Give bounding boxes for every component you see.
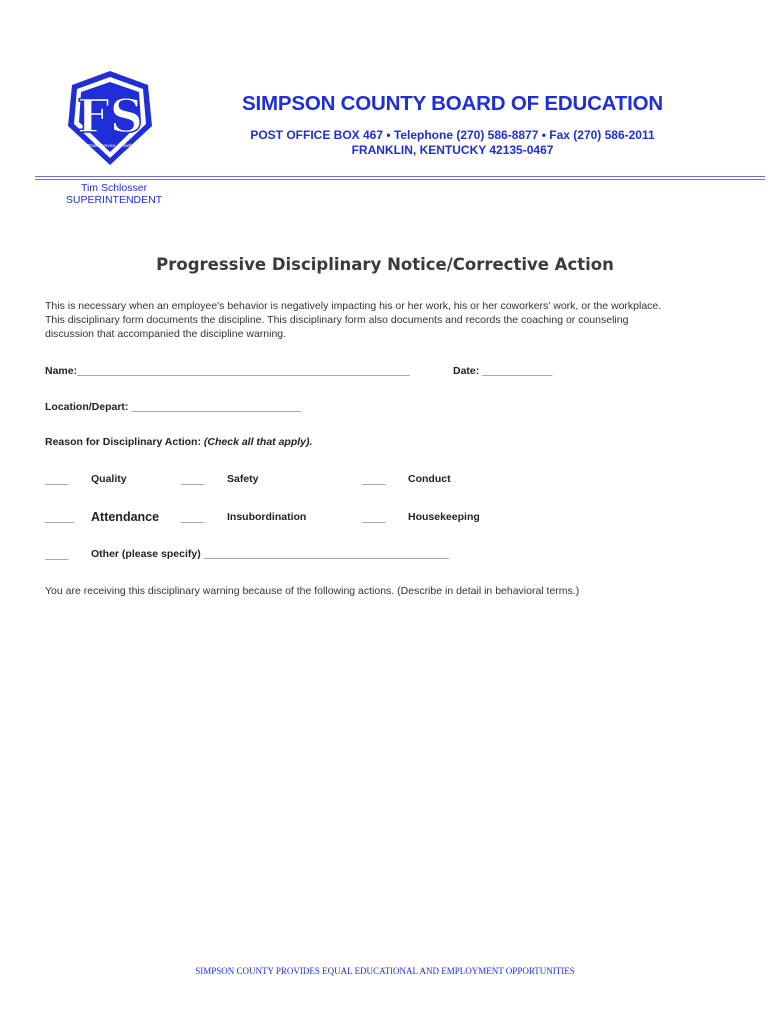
quality-checkbox-blank[interactable]: ____: [45, 474, 69, 486]
superintendent-title: SUPERINTENDENT: [65, 194, 163, 206]
intro-line: This is necessary when an employee's behavior is negatively impacting his or her work, his or her coworkers' work, or the workplace.: [45, 300, 662, 312]
reason-label: Reason for Disciplinary Action:: [45, 436, 201, 448]
quality-label: Quality: [91, 473, 127, 485]
name-blank-line[interactable]: _________________________________________________________: [77, 365, 410, 377]
date-field[interactable]: [453, 365, 552, 377]
superintendent-name: Tim Schlosser: [80, 182, 148, 194]
other-blank-line[interactable]: __________________________________________: [203, 548, 449, 560]
attendance-label: Attendance: [91, 510, 160, 524]
name-label: Name:: [45, 365, 78, 377]
safety-label: Safety: [227, 473, 259, 485]
location-field[interactable]: [45, 401, 301, 413]
footer-equal-opportunity: SIMPSON COUNTY PROVIDES EQUAL EDUCATIONAL AND EMPLOYMENT OPPORTUNITIES: [195, 966, 575, 976]
header-divider-bottom: [35, 179, 765, 180]
insubordination-label: Insubordination: [227, 511, 307, 523]
conduct-label: Conduct: [408, 473, 451, 485]
intro-line: This disciplinary form documents the discipline. This disciplinary form also documents and records the coaching or counseling: [45, 314, 629, 326]
reason-heading: [45, 436, 312, 448]
location-blank-line[interactable]: _____________________________: [131, 401, 301, 413]
safety-checkbox-blank[interactable]: ____: [181, 474, 205, 486]
attendance-checkbox-blank[interactable]: _____: [45, 512, 75, 524]
address-line-2: FRANKLIN, KENTUCKY 42135-0467: [351, 143, 554, 157]
date-blank-line[interactable]: ____________: [482, 365, 553, 377]
svg-text:Pride, Service, Growth: Pride, Service, Growth: [87, 143, 133, 148]
housekeeping-checkbox-blank[interactable]: ____: [362, 512, 386, 524]
reason-hint: (Check all that apply).: [203, 436, 313, 448]
header-divider-top: [35, 176, 765, 177]
intro-paragraph: [45, 299, 745, 341]
other-field[interactable]: [91, 548, 449, 560]
conduct-checkbox-blank[interactable]: ____: [362, 474, 386, 486]
svg-text:FS: FS: [77, 89, 143, 143]
location-label: Location/Depart:: [45, 401, 129, 413]
name-field[interactable]: [45, 365, 410, 377]
document-title: Progressive Disciplinary Notice/Corrective Action: [156, 255, 614, 274]
other-label: Other (please specify): [91, 548, 201, 560]
date-label: Date:: [453, 365, 480, 377]
address-line-1: POST OFFICE BOX 467 • Telephone (270) 586-8877 • Fax (270) 586-2011: [250, 128, 655, 142]
organization-name: SIMPSON COUNTY BOARD OF EDUCATION: [242, 92, 663, 115]
describe-instructions: You are receiving this disciplinary warning because of the following actions. (Describe in detail in behavioral terms.): [45, 585, 580, 597]
other-checkbox-blank[interactable]: ____: [45, 549, 69, 561]
housekeeping-label: Housekeeping: [408, 511, 480, 523]
insubordination-checkbox-blank[interactable]: ____: [181, 512, 205, 524]
intro-line: discussion that accompanied the discipline warning.: [45, 328, 287, 340]
